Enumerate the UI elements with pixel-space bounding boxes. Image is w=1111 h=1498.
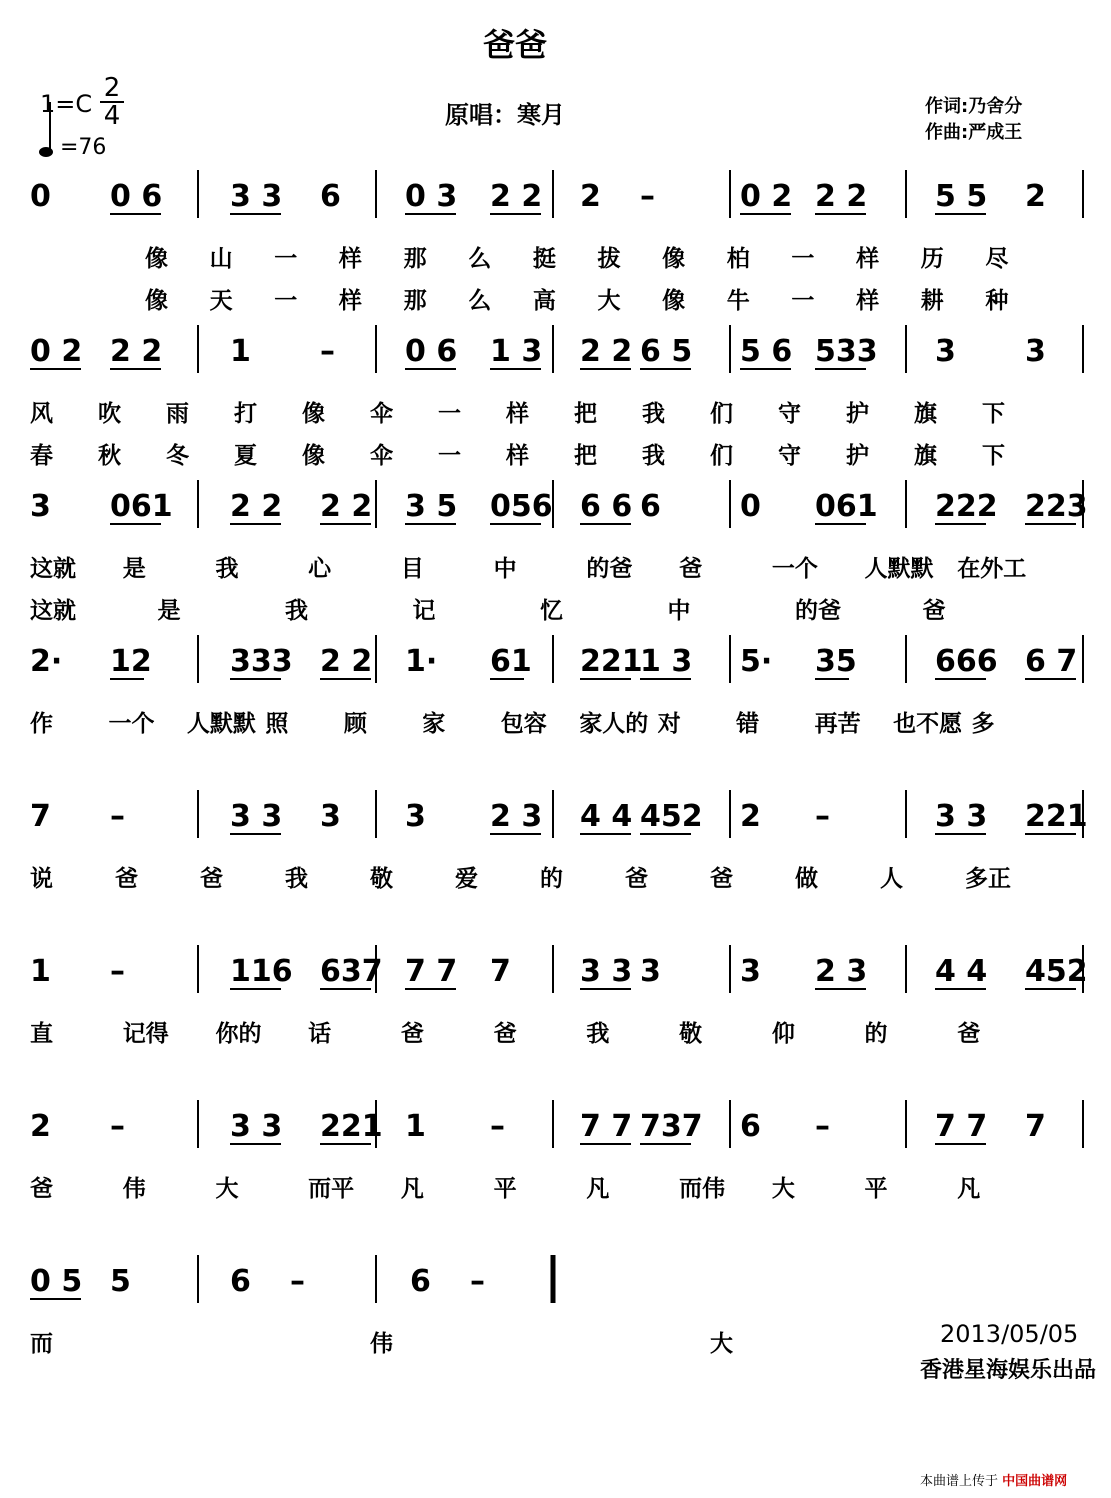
lyric-word: 伟 [370, 1331, 393, 1357]
note-group: 2 2 [320, 489, 373, 524]
note-group: 3 [935, 334, 956, 369]
lyric-word: 一 [791, 246, 815, 272]
lyric-word: 一 [274, 246, 298, 272]
lyric-word: 爸 [30, 1176, 53, 1202]
lyric-word: 在外工 [957, 556, 1027, 582]
lyric-word: 仰 [771, 1021, 795, 1047]
lyric-word: 大 [215, 1176, 239, 1202]
note-group: 0 6 [405, 334, 458, 369]
note-group: 3 [320, 799, 341, 834]
lyric-word: 高 [532, 288, 556, 314]
note-group: 6 5 [640, 334, 693, 369]
note-group: 2 2 [320, 644, 373, 679]
lyric-word: 爸 [625, 866, 648, 892]
note-group: 5 [110, 1264, 131, 1299]
lyric-word: 中 [667, 598, 691, 624]
lyric-word: 守 [778, 401, 801, 427]
note-group: – [320, 334, 335, 369]
lyric-word: 秋 [98, 443, 121, 469]
note-group: 6 [740, 1109, 761, 1144]
note-group: 0 2 [740, 179, 793, 214]
lyric-word: 下 [982, 443, 1005, 469]
notation-svg [0, 1100, 1111, 1160]
lyrics-line [0, 240, 1111, 274]
note-group: 2 2 [815, 179, 868, 214]
lyric-word: 那 [403, 246, 427, 272]
lyric-word: 直 [30, 1021, 53, 1047]
notation-row [0, 1100, 1111, 1160]
lyric-word: 我 [642, 401, 665, 427]
note-group: 3 3 [230, 1109, 283, 1144]
note-group: 221 [580, 644, 643, 679]
lyrics-line [0, 705, 1111, 739]
lyric-word: 而平 [308, 1176, 355, 1202]
lyric-word: 像 [302, 401, 325, 427]
note-group: 0 [30, 179, 51, 214]
note-group: 1· [405, 644, 438, 679]
notation-svg [0, 325, 1111, 385]
lyric-word: 爱 [455, 866, 478, 892]
note-group: 2 [580, 179, 601, 214]
notation-svg [0, 790, 1111, 850]
note-group: 2 2 [110, 334, 163, 369]
note-group: 3 3 [230, 799, 283, 834]
lyric-word: 夏 [234, 443, 257, 469]
note-group: 2· [30, 644, 63, 679]
lyrics-line [0, 550, 1111, 584]
lyrics-line [0, 1015, 1111, 1049]
lyrics-line [0, 282, 1111, 316]
note-group: 637 [320, 954, 383, 989]
note-group: 452 [1025, 954, 1088, 989]
lyric-word: 样 [856, 246, 880, 272]
lyric-word: 把 [574, 443, 597, 469]
note-group: 221 [1025, 799, 1088, 834]
lyric-word: 旗 [914, 401, 937, 427]
note-group: 0 2 [30, 334, 83, 369]
lyric-word: 的爸 [795, 598, 841, 624]
note-group: 3 3 [935, 799, 988, 834]
time-signature-bottom: 4 [103, 101, 121, 131]
lyric-word: 一 [791, 288, 815, 314]
note-group: – [640, 179, 655, 214]
lyric-word: 的爸 [586, 556, 633, 582]
lyric-word: 作 [30, 711, 53, 737]
lyric-word: 心 [308, 556, 332, 582]
note-group: 452 [640, 799, 703, 834]
lyric-word: 春 [30, 443, 53, 469]
lyric-word: 种 [985, 288, 1009, 314]
lyric-word: 我 [285, 598, 308, 624]
lyric-word: 目 [400, 556, 424, 582]
footer-credit [920, 1470, 1067, 1489]
note-group: 223 [1025, 489, 1088, 524]
note-group: 12 [110, 644, 152, 679]
quarter-note-icon [38, 100, 58, 160]
lyric-word: 是 [122, 556, 146, 582]
lyric-word: 你的 [215, 1021, 262, 1047]
note-group: – [290, 1264, 305, 1299]
lyric-word: 爸 [679, 556, 703, 582]
note-group: 7 7 [935, 1109, 988, 1144]
lyric-word: 样 [506, 443, 529, 469]
tempo-marking: =76 [60, 135, 107, 160]
lyric-word: 对 [657, 711, 681, 737]
lyric-word: 多正 [965, 866, 1011, 892]
lyric-word: 而伟 [679, 1176, 726, 1202]
lyric-word: 吹 [98, 401, 121, 427]
lyric-word: 的 [864, 1021, 888, 1047]
lyric-word: 人 [880, 866, 903, 892]
lyric-word: 尽 [985, 246, 1009, 272]
notation-row [0, 635, 1111, 695]
lyric-word: 也不愿 [893, 711, 963, 737]
lyric-word: 么 [468, 288, 492, 314]
lyric-word: 这就 [30, 556, 76, 582]
lyric-word: 把 [574, 401, 597, 427]
lyric-word: 样 [338, 246, 362, 272]
note-group: 333 [230, 644, 293, 679]
note-group: 2 [1025, 179, 1046, 214]
lyric-word: 一 [274, 288, 298, 314]
note-group: 222 [935, 489, 998, 524]
lyric-word: 伞 [370, 401, 393, 427]
note-group: – [815, 799, 830, 834]
lyric-word: 像 [302, 443, 325, 469]
lyrics-line [0, 395, 1111, 429]
note-group: 7 [30, 799, 51, 834]
lyric-word: 是 [157, 598, 181, 624]
lyric-word: 样 [856, 288, 880, 314]
lyric-word: 敬 [370, 866, 393, 892]
note-group: 666 [935, 644, 998, 679]
lyric-word: 做 [795, 866, 818, 892]
lyrics-line [0, 437, 1111, 471]
note-group: 0 5 [30, 1264, 83, 1299]
note-group: 2 2 [580, 334, 633, 369]
lyric-word: 爸 [200, 866, 223, 892]
lyric-word: 么 [468, 246, 492, 272]
note-group: 1 [405, 1109, 426, 1144]
lyric-word: 照 [265, 711, 289, 737]
note-group: 2 [30, 1109, 51, 1144]
lyric-word: 像 [662, 288, 686, 314]
lyric-word: 平 [493, 1176, 517, 1202]
note-group: 5· [740, 644, 773, 679]
lyric-word: 一个 [108, 711, 155, 737]
note-group: 116 [230, 954, 293, 989]
lyric-word: 凡 [400, 1176, 424, 1202]
lyric-word: 敬 [679, 1021, 703, 1047]
lyric-word: 忆 [540, 598, 563, 624]
note-group: 1 3 [640, 644, 693, 679]
note-group: – [815, 1109, 830, 1144]
lyric-word: 平 [864, 1176, 888, 1202]
note-group: 2 2 [490, 179, 543, 214]
lyric-word: 我 [642, 443, 665, 469]
lyric-word: 凡 [957, 1176, 981, 1202]
note-group: 3 [640, 954, 661, 989]
song-title: 爸爸 [482, 26, 547, 64]
lyric-word: 中 [493, 556, 517, 582]
lyric-word: 一 [438, 443, 461, 469]
note-group: 0 [740, 489, 761, 524]
time-signature-top: 2 [100, 75, 124, 103]
note-group: 61 [490, 644, 532, 679]
lyric-word: 记得 [122, 1021, 169, 1047]
lyric-word: 天 [209, 288, 233, 314]
note-group: 6 6 [580, 489, 633, 524]
lyric-word: 像 [145, 246, 168, 272]
lyric-word: 爸 [710, 866, 733, 892]
note-group: 1 [30, 954, 51, 989]
lyric-word: 拔 [597, 246, 621, 272]
lyric-word: 记 [412, 598, 436, 624]
key-signature: 1=C [40, 90, 93, 118]
lyric-word: 们 [710, 443, 733, 469]
lyric-word: 耕 [920, 288, 944, 314]
notation-row [0, 790, 1111, 850]
note-group: 35 [815, 644, 857, 679]
note-group: 3 [30, 489, 51, 524]
lyric-word: 大 [597, 288, 621, 314]
lyric-word: 爸 [115, 866, 138, 892]
note-group: 737 [640, 1109, 703, 1144]
lyric-word: 包容 [500, 711, 547, 737]
lyric-word: 守 [778, 443, 801, 469]
note-group: 7 [490, 954, 511, 989]
lyric-word: 伞 [370, 443, 393, 469]
lyric-word: 家人的 [579, 711, 649, 737]
notation-row [0, 325, 1111, 385]
note-group: 5 6 [740, 334, 793, 369]
note-group: 4 4 [935, 954, 988, 989]
note-group: 533 [815, 334, 878, 369]
note-group: 4 4 [580, 799, 633, 834]
lyric-word: 爸 [493, 1021, 517, 1047]
note-group: – [470, 1264, 485, 1299]
notation-svg [0, 945, 1111, 1005]
note-group: 7 7 [405, 954, 458, 989]
note-group: 061 [815, 489, 878, 524]
notation-svg [0, 480, 1111, 540]
lyric-word: 爸 [400, 1021, 424, 1047]
lyric-word: 凡 [586, 1176, 610, 1202]
lyrics-line [0, 1170, 1111, 1204]
lyric-word: 样 [338, 288, 362, 314]
note-group: 3 5 [405, 489, 458, 524]
lyric-word: 错 [736, 711, 760, 737]
lyric-word: 像 [145, 288, 168, 314]
note-group: 0 6 [110, 179, 163, 214]
note-group: 221 [320, 1109, 383, 1144]
lyric-word: 一 [438, 401, 461, 427]
lyric-word: 那 [403, 288, 427, 314]
note-group: 6 [230, 1264, 251, 1299]
note-group: 3 [1025, 334, 1046, 369]
note-group: 0 3 [405, 179, 458, 214]
lyric-word: 冬 [166, 443, 189, 469]
lyric-word: 的 [540, 866, 563, 892]
lyric-word: 打 [234, 401, 257, 427]
lyric-word: 大 [771, 1176, 795, 1202]
lyric-word: 护 [846, 443, 869, 469]
note-group: 2 [740, 799, 761, 834]
lyricist-credit: 作词:乃舍分 [925, 96, 1023, 117]
footer-site: 中国曲谱网 [1002, 1474, 1068, 1489]
lyric-word: 我 [215, 556, 239, 582]
lyric-word: 我 [586, 1021, 610, 1047]
note-group: 061 [110, 489, 173, 524]
lyric-word: 我 [285, 866, 308, 892]
note-group: – [110, 954, 125, 989]
lyric-word: 一个 [771, 556, 818, 582]
lyric-word: 下 [982, 401, 1005, 427]
note-group: 3 [740, 954, 761, 989]
lyric-word: 雨 [166, 401, 189, 427]
lyric-word: 风 [30, 401, 53, 427]
lyrics-line [0, 860, 1111, 894]
lyric-word: 话 [308, 1021, 332, 1047]
note-group: – [490, 1109, 505, 1144]
note-group: 3 3 [230, 179, 283, 214]
lyric-word: 爸 [957, 1021, 981, 1047]
note-group: 2 3 [490, 799, 543, 834]
lyric-word: 人默默 [186, 711, 256, 737]
note-group: 6 7 [1025, 644, 1078, 679]
notation-svg [0, 635, 1111, 695]
note-group: 6 [410, 1264, 431, 1299]
footer-prefix: 本曲谱上传于 [920, 1474, 999, 1489]
lyric-word: 伟 [122, 1176, 146, 1202]
note-group: 056 [490, 489, 553, 524]
notation-row [0, 1255, 1111, 1315]
note-group: – [110, 799, 125, 834]
lyric-word: 顾 [343, 711, 367, 737]
time-signature [100, 75, 124, 129]
notation-svg [0, 1255, 1111, 1315]
lyric-word: 样 [506, 401, 529, 427]
note-group: 5 5 [935, 179, 988, 214]
lyric-word: 山 [209, 246, 233, 272]
lyric-word: 旗 [914, 443, 937, 469]
note-group: 1 3 [490, 334, 543, 369]
lyric-word: 爸 [922, 598, 946, 624]
lyric-word: 历 [920, 246, 944, 272]
publisher-label: 香港星海娱乐出品 [920, 1358, 1097, 1383]
lyric-word: 柏 [726, 246, 750, 272]
lyric-word: 而 [30, 1331, 53, 1357]
notation-row [0, 945, 1111, 1005]
lyric-word: 人默默 [864, 556, 934, 582]
lyric-word: 说 [30, 866, 53, 892]
lyric-word: 挺 [532, 246, 556, 272]
note-group: 3 [405, 799, 426, 834]
note-group: 6 [640, 489, 661, 524]
lyric-word: 大 [710, 1331, 733, 1357]
lyric-word: 像 [662, 246, 686, 272]
lyric-word: 们 [710, 401, 733, 427]
lyric-word: 这就 [30, 598, 76, 624]
lyric-word: 护 [846, 401, 869, 427]
lyric-word: 家 [422, 711, 446, 737]
note-group: 7 [1025, 1109, 1046, 1144]
lyrics-line [0, 592, 1111, 626]
lyric-word: 牛 [726, 288, 750, 314]
note-group: 6 [320, 179, 341, 214]
note-group: 1 [230, 334, 251, 369]
note-group: – [110, 1109, 125, 1144]
notation-row [0, 170, 1111, 230]
lyric-word: 多 [971, 711, 995, 737]
note-group: 3 3 [580, 954, 633, 989]
lyric-word: 再苦 [814, 711, 861, 737]
composer-credit: 作曲:严成王 [925, 122, 1023, 143]
notation-svg [0, 170, 1111, 230]
note-group: 2 3 [815, 954, 868, 989]
note-group: 7 7 [580, 1109, 633, 1144]
notation-row [0, 480, 1111, 540]
date-label: 2013/05/05 [940, 1320, 1079, 1348]
original-singer: 原唱：寒月 [445, 101, 565, 129]
note-group: 2 2 [230, 489, 283, 524]
